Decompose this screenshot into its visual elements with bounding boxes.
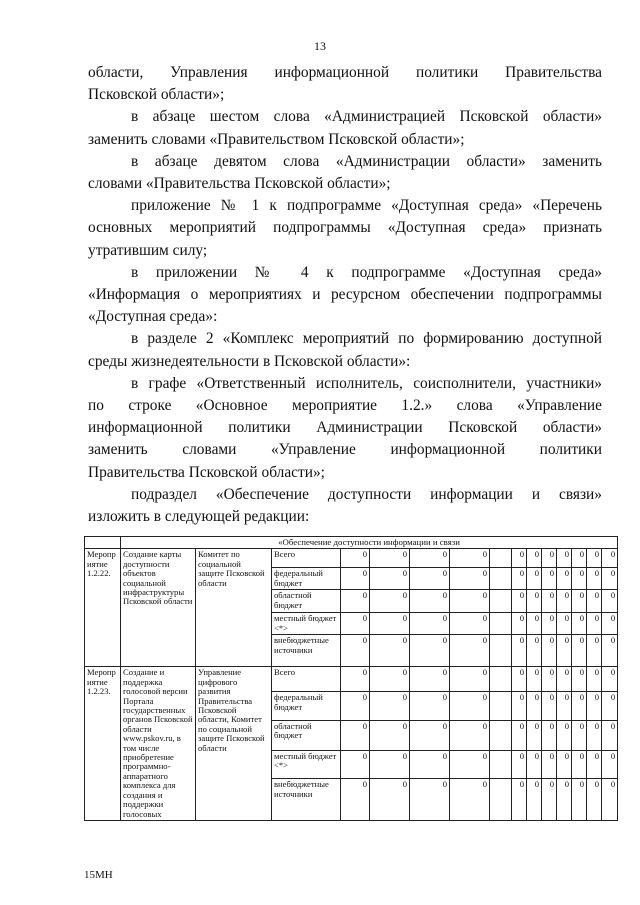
funding-value: 0 xyxy=(370,750,410,779)
funding-value: 0 xyxy=(572,568,587,590)
funding-value: 0 xyxy=(572,720,587,750)
empty-cell xyxy=(490,750,512,779)
funding-source: федеральный бюджет xyxy=(272,692,341,721)
funding-value: 0 xyxy=(370,667,410,692)
funding-value: 0 xyxy=(450,549,490,568)
funding-value: 0 xyxy=(572,692,587,721)
funding-source: областной бюджет xyxy=(272,720,341,750)
funding-value: 0 xyxy=(587,635,602,667)
funding-value: 0 xyxy=(542,692,557,721)
table-row xyxy=(85,667,618,692)
table-row xyxy=(85,549,618,568)
funding-value: 0 xyxy=(450,613,490,635)
funding-value: 0 xyxy=(410,692,450,721)
funding-source: местный бюджет <*> xyxy=(272,750,341,779)
text-line: Псковской области»; xyxy=(88,86,225,104)
funding-value: 0 xyxy=(587,590,602,613)
funding-value: 0 xyxy=(587,613,602,635)
funding-value: 0 xyxy=(557,568,572,590)
funding-value: 0 xyxy=(341,590,370,613)
funding-value: 0 xyxy=(572,549,587,568)
funding-value: 0 xyxy=(542,720,557,750)
table-title: «Обеспечение доступности информации и связи xyxy=(121,537,618,549)
funding-value: 0 xyxy=(542,590,557,613)
text-line: области, Управления информационной политики Правительства xyxy=(88,64,602,81)
funding-value: 0 xyxy=(450,692,490,721)
budget-table xyxy=(84,536,618,821)
funding-value: 0 xyxy=(542,750,557,779)
text-line: изложить в следующей редакции: xyxy=(88,508,310,526)
funding-value: 0 xyxy=(557,720,572,750)
funding-value: 0 xyxy=(587,667,602,692)
funding-value: 0 xyxy=(602,568,618,590)
funding-value: 0 xyxy=(587,568,602,590)
funding-value: 0 xyxy=(450,750,490,779)
funding-value: 0 xyxy=(341,568,370,590)
funding-value: 0 xyxy=(370,779,410,821)
funding-value: 0 xyxy=(527,635,542,667)
funding-value: 0 xyxy=(527,590,542,613)
text-line: в графе «Ответственный исполнитель, соисполнители, участники» xyxy=(131,374,602,392)
funding-value: 0 xyxy=(512,568,527,590)
funding-value: 0 xyxy=(410,720,450,750)
funding-value: 0 xyxy=(527,779,542,821)
funding-value: 0 xyxy=(341,720,370,750)
text-line: заменить словами «Управление информационной политики xyxy=(88,441,602,459)
funding-value: 0 xyxy=(542,779,557,821)
funding-value: 0 xyxy=(341,667,370,692)
funding-value: 0 xyxy=(557,779,572,821)
funding-value: 0 xyxy=(557,635,572,667)
funding-value: 0 xyxy=(527,692,542,721)
funding-value: 0 xyxy=(527,667,542,692)
funding-value: 0 xyxy=(512,720,527,750)
funding-value: 0 xyxy=(572,667,587,692)
body-text xyxy=(88,62,602,528)
funding-value: 0 xyxy=(542,568,557,590)
text-line: «Доступная среда»: xyxy=(88,308,218,326)
page-number: 13 xyxy=(314,39,326,53)
funding-value: 0 xyxy=(572,590,587,613)
funding-value: 0 xyxy=(410,568,450,590)
funding-value: 0 xyxy=(341,635,370,667)
funding-value: 0 xyxy=(602,720,618,750)
funding-value: 0 xyxy=(557,613,572,635)
funding-value: 0 xyxy=(557,590,572,613)
funding-value: 0 xyxy=(512,750,527,779)
funding-value: 0 xyxy=(527,720,542,750)
funding-source: внебюджетные источники xyxy=(272,779,341,821)
funding-value: 0 xyxy=(370,568,410,590)
funding-value: 0 xyxy=(587,549,602,568)
funding-value: 0 xyxy=(341,549,370,568)
empty-cell xyxy=(490,549,512,568)
funding-value: 0 xyxy=(512,692,527,721)
text-line: среды жизнедеятельности в Псковской области»: xyxy=(88,352,411,370)
funding-source: местный бюджет <*> xyxy=(272,613,341,635)
funding-value: 0 xyxy=(512,667,527,692)
empty-cell xyxy=(490,568,512,590)
measure-code: Мероприятие 1.2.22. xyxy=(85,549,121,667)
funding-value: 0 xyxy=(557,667,572,692)
measure-code: Мероприятие 1.2.23. xyxy=(85,667,121,821)
funding-value: 0 xyxy=(512,613,527,635)
funding-value: 0 xyxy=(602,692,618,721)
table-title-row xyxy=(85,537,618,549)
funding-value: 0 xyxy=(512,549,527,568)
text-line: информационной политики Администрации Псковской области» xyxy=(88,419,602,437)
funding-value: 0 xyxy=(410,549,450,568)
funding-value: 0 xyxy=(542,667,557,692)
text-line: в приложении № 4 к подпрограмме «Доступная среда» xyxy=(131,263,602,281)
funding-value: 0 xyxy=(410,779,450,821)
text-line: заменить словами «Правительством Псковской области»; xyxy=(88,130,465,148)
funding-value: 0 xyxy=(542,549,557,568)
funding-value: 0 xyxy=(512,590,527,613)
funding-value: 0 xyxy=(602,750,618,779)
funding-value: 0 xyxy=(410,590,450,613)
funding-source: Всего xyxy=(272,549,341,568)
funding-value: 0 xyxy=(450,779,490,821)
empty-cell xyxy=(490,590,512,613)
funding-value: 0 xyxy=(572,635,587,667)
funding-value: 0 xyxy=(512,635,527,667)
text-line: в абзаце шестом слова «Администрацией Псковской области» xyxy=(131,108,602,126)
funding-value: 0 xyxy=(527,549,542,568)
funding-value: 0 xyxy=(602,779,618,821)
funding-value: 0 xyxy=(370,549,410,568)
funding-source: федеральный бюджет xyxy=(272,568,341,590)
text-line: подраздел «Обеспечение доступности информации и связи» xyxy=(131,485,602,503)
funding-value: 0 xyxy=(370,613,410,635)
empty-cell xyxy=(490,613,512,635)
funding-value: 0 xyxy=(450,635,490,667)
funding-value: 0 xyxy=(370,590,410,613)
funding-value: 0 xyxy=(370,720,410,750)
text-line: «Информация о мероприятиях и ресурсном обеспечении подпрограммы xyxy=(88,286,602,304)
funding-value: 0 xyxy=(341,613,370,635)
funding-value: 0 xyxy=(557,549,572,568)
funding-value: 0 xyxy=(410,635,450,667)
funding-value: 0 xyxy=(341,692,370,721)
funding-value: 0 xyxy=(572,779,587,821)
funding-value: 0 xyxy=(542,613,557,635)
measure-name: Создание и поддержка голосовой версии Портала государственных органов Псковской области www.pskov.ru, в том числе приобретение программно-аппаратного комплекса для создания и поддержки голосовых xyxy=(121,667,196,821)
funding-value: 0 xyxy=(450,590,490,613)
text-line: основных мероприятий подпрограммы «Доступная среда» признать xyxy=(88,219,602,237)
funding-value: 0 xyxy=(557,750,572,779)
text-line: словами «Правительства Псковской области»; xyxy=(88,175,391,193)
funding-value: 0 xyxy=(587,692,602,721)
text-line: по строке «Основное мероприятие 1.2.» слова «Управление xyxy=(88,397,602,415)
funding-value: 0 xyxy=(512,779,527,821)
funding-value: 0 xyxy=(450,568,490,590)
funding-value: 0 xyxy=(602,613,618,635)
funding-value: 0 xyxy=(450,720,490,750)
funding-value: 0 xyxy=(410,667,450,692)
funding-value: 0 xyxy=(527,568,542,590)
funding-value: 0 xyxy=(527,613,542,635)
measure-name: Создание карты доступности объектов социальной инфраструктуры Псковской области xyxy=(121,549,196,667)
funding-value: 0 xyxy=(527,750,542,779)
measure-executor: Комитет по социальной защите Псковской области xyxy=(196,549,272,667)
measure-executor: Управление цифрового развития Правительства Псковской области, Комитет по социальной защите Псковской области xyxy=(196,667,272,821)
funding-value: 0 xyxy=(341,750,370,779)
empty-cell xyxy=(490,635,512,667)
text-line: в абзаце девятом слова «Администрации области» заменить xyxy=(131,152,602,170)
funding-source: областной бюджет xyxy=(272,590,341,613)
empty-cell xyxy=(85,537,121,549)
funding-value: 0 xyxy=(602,667,618,692)
funding-value: 0 xyxy=(587,720,602,750)
empty-cell xyxy=(490,779,512,821)
empty-cell xyxy=(490,667,512,692)
funding-value: 0 xyxy=(370,692,410,721)
funding-value: 0 xyxy=(557,692,572,721)
funding-source: внебюджетные источники xyxy=(272,635,341,667)
funding-value: 0 xyxy=(587,750,602,779)
text-line: Правительства Псковской области»; xyxy=(88,463,325,481)
funding-value: 0 xyxy=(572,613,587,635)
footer-code: 15МН xyxy=(84,869,113,881)
text-line: приложение № 1 к подпрограмме «Доступная среда» «Перечень xyxy=(131,197,602,215)
funding-value: 0 xyxy=(542,635,557,667)
funding-value: 0 xyxy=(450,667,490,692)
funding-value: 0 xyxy=(602,549,618,568)
funding-value: 0 xyxy=(410,613,450,635)
empty-cell xyxy=(490,692,512,721)
funding-value: 0 xyxy=(410,750,450,779)
funding-value: 0 xyxy=(602,635,618,667)
text-line: утратившим силу; xyxy=(88,241,208,259)
funding-value: 0 xyxy=(602,590,618,613)
funding-value: 0 xyxy=(587,779,602,821)
text-line: в разделе 2 «Комплекс мероприятий по формированию доступной xyxy=(131,330,602,348)
empty-cell xyxy=(490,720,512,750)
budget-table-wrapper xyxy=(84,536,616,821)
funding-value: 0 xyxy=(370,635,410,667)
funding-value: 0 xyxy=(572,750,587,779)
funding-source: Всего xyxy=(272,667,341,692)
funding-value: 0 xyxy=(341,779,370,821)
